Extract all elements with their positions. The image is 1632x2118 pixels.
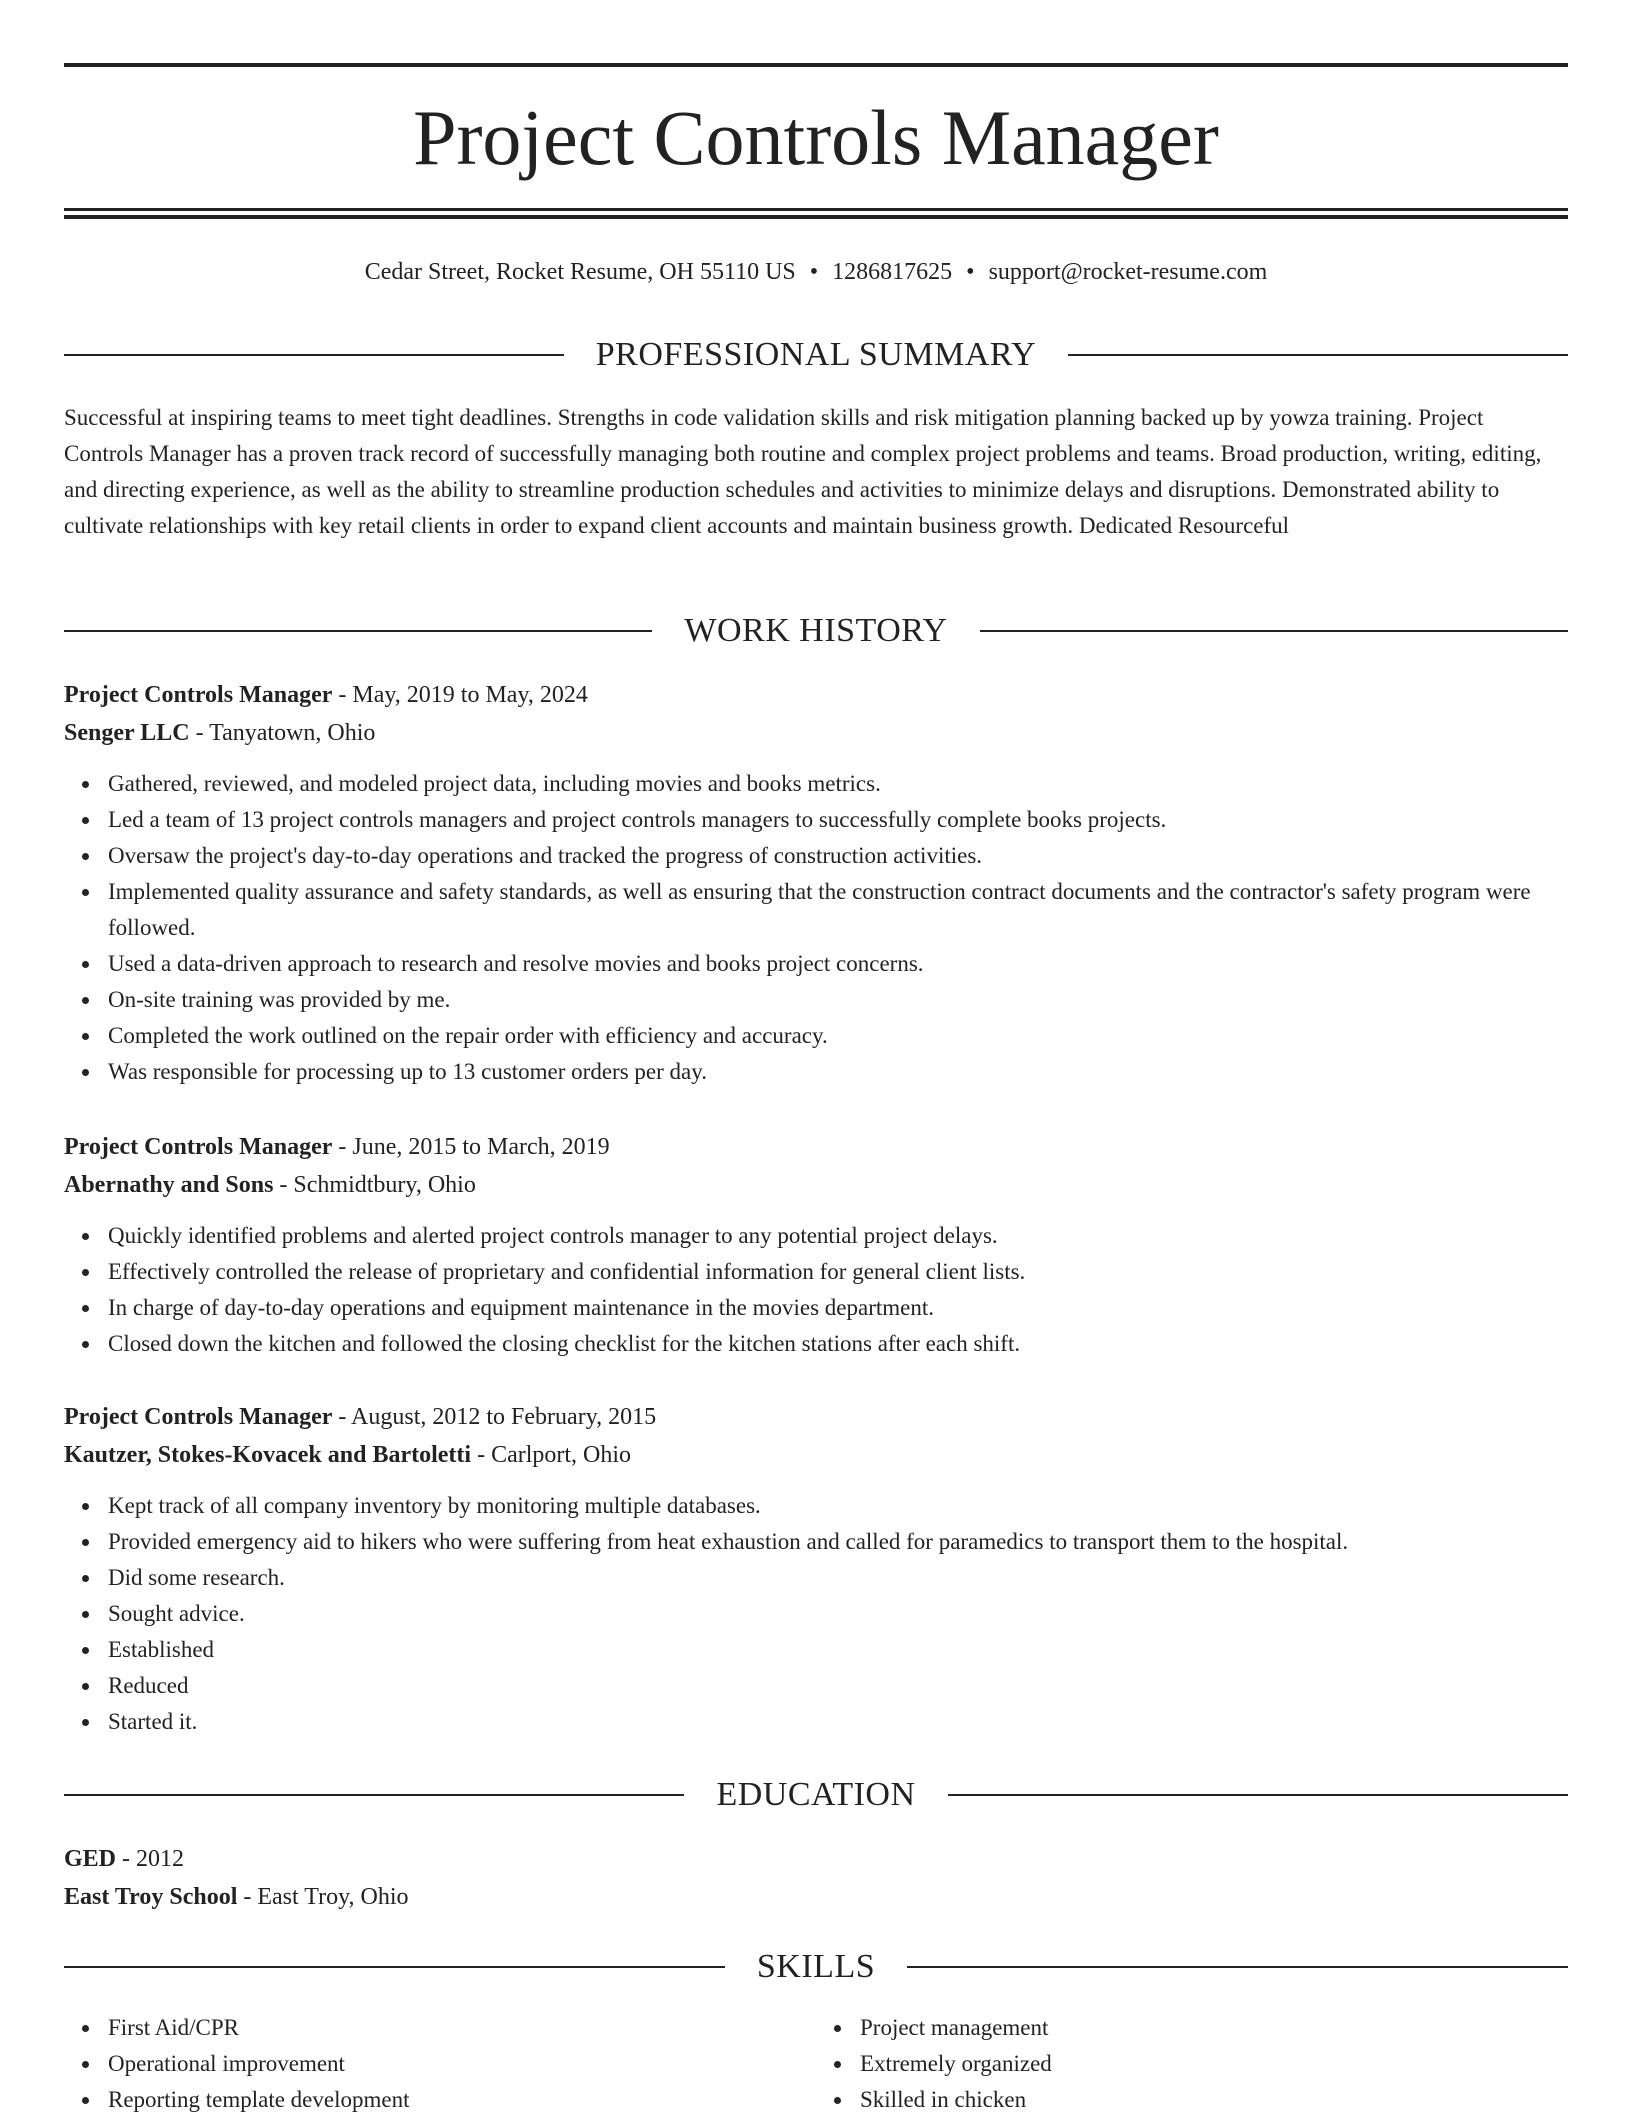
- job-entry: [64, 1128, 1568, 1362]
- section-title: WORK HISTORY: [684, 612, 948, 649]
- title-rule-upper: [64, 208, 1568, 211]
- job-title-line: [64, 1398, 1568, 1436]
- education-year: - 2012: [116, 1846, 185, 1872]
- list-item: Project management: [860, 2010, 1568, 2046]
- list-item: Provided emergency aid to hikers who were suffering from heat exhaustion and called for paramedics to transport them to the hospital.: [108, 1524, 1568, 1560]
- job-dates: - May, 2019 to May, 2024: [332, 682, 588, 708]
- list-item: Used a data-driven approach to research and resolve movies and books project concerns.: [108, 946, 1568, 982]
- section-heading-skills: [64, 1945, 1568, 1989]
- skills-column-right: [816, 2010, 1568, 2118]
- job-bullets: [64, 1488, 1568, 1740]
- job-location: - Carlport, Ohio: [471, 1442, 632, 1468]
- job-entry: [64, 1398, 1568, 1740]
- section-heading-summary: [64, 333, 1568, 377]
- contact-address: Cedar Street, Rocket Resume, OH 55110 US: [364, 259, 796, 285]
- list-item: Kept track of all company inventory by monitoring multiple databases.: [108, 1488, 1568, 1524]
- section-heading-work: [64, 609, 1568, 653]
- list-item: Sought advice.: [108, 1596, 1568, 1632]
- contact-separator: •: [809, 259, 819, 285]
- heading-rule: [64, 630, 652, 632]
- education-school: East Troy School: [64, 1884, 238, 1910]
- job-bullets: [64, 1218, 1568, 1362]
- contact-line: [64, 254, 1568, 290]
- list-item: Established: [108, 1632, 1568, 1668]
- skills-column-left: [64, 2010, 816, 2118]
- contact-email: support@rocket-resume.com: [988, 259, 1268, 285]
- job-location: - Tanyatown, Ohio: [189, 720, 376, 746]
- top-rule: [64, 63, 1568, 67]
- job-bullets: [64, 766, 1568, 1090]
- list-item: Implemented quality assurance and safety standards, as well as ensuring that the construction contract documents and the contractor's safety program were followed.: [108, 874, 1568, 946]
- heading-rule: [64, 354, 564, 356]
- summary-text: Successful at inspiring teams to meet tight deadlines. Strengths in code validation skills and risk mitigation planning backed up by yowza training. Project Controls Manager has a proven track record of successfully managing both routine and complex project problems and teams. Broad production, writing, editing, and directing experience, as well as the ability to streamline production schedules and activities to minimize delays and disruptions. Demonstrated ability to cultivate relationships with key retail clients in order to expand client accounts and maintain business growth. Dedicated Resourceful: [64, 405, 1542, 538]
- heading-rule: [980, 630, 1568, 632]
- section-title: PROFESSIONAL SUMMARY: [595, 336, 1037, 373]
- list-item: Closed down the kitchen and followed the closing checklist for the kitchen stations after each shift.: [108, 1326, 1568, 1362]
- job-company: Abernathy and Sons: [64, 1172, 274, 1198]
- education-location: - East Troy, Ohio: [237, 1884, 409, 1910]
- job-company-line: [64, 714, 1568, 752]
- job-title-line: [64, 1128, 1568, 1166]
- list-item: Skilled in chicken: [860, 2082, 1568, 2118]
- list-item: Was responsible for processing up to 13 customer orders per day.: [108, 1054, 1568, 1090]
- job-company: Kautzer, Stokes-Kovacek and Bartoletti: [64, 1442, 472, 1468]
- list-item: Operational improvement: [108, 2046, 816, 2082]
- job-dates: - August, 2012 to February, 2015: [332, 1404, 657, 1430]
- title-rule-lower: [64, 215, 1568, 219]
- list-item: On-site training was provided by me.: [108, 982, 1568, 1018]
- list-item: Effectively controlled the release of proprietary and confidential information for general client lists.: [108, 1254, 1568, 1290]
- list-item: Started it.: [108, 1704, 1568, 1740]
- list-item: Led a team of 13 project controls managers and project controls managers to successfully complete books projects.: [108, 802, 1568, 838]
- contact-separator: •: [966, 259, 975, 285]
- heading-rule: [1068, 354, 1568, 356]
- list-item: First Aid/CPR: [108, 2010, 816, 2046]
- job-company-line: [64, 1166, 1568, 1204]
- list-item: In charge of day-to-day operations and equipment maintenance in the movies department.: [108, 1290, 1568, 1326]
- heading-rule: [907, 1966, 1568, 1968]
- list-item: Extremely organized: [860, 2046, 1568, 2082]
- heading-rule: [64, 1794, 684, 1796]
- job-dates: - June, 2015 to March, 2019: [332, 1134, 610, 1160]
- list-item: Oversaw the project's day-to-day operations and tracked the progress of construction activities.: [108, 838, 1568, 874]
- list-item: Quickly identified problems and alerted project controls manager to any potential project delays.: [108, 1218, 1568, 1254]
- job-title: Project Controls Manager: [64, 682, 333, 708]
- list-item: Gathered, reviewed, and modeled project data, including movies and books metrics.: [108, 766, 1568, 802]
- list-item: Did some research.: [108, 1560, 1568, 1596]
- list-item: Completed the work outlined on the repair order with efficiency and accuracy.: [108, 1018, 1568, 1054]
- job-title: Project Controls Manager: [64, 1404, 333, 1430]
- contact-phone: 1286817625: [832, 259, 953, 285]
- job-company: Senger LLC: [64, 720, 190, 746]
- job-entry: [64, 676, 1568, 1090]
- resume-title: Project Controls Manager: [413, 94, 1219, 181]
- education-degree: GED: [64, 1846, 117, 1872]
- job-title-line: [64, 676, 1568, 714]
- education-entry: [64, 1840, 1568, 1916]
- section-title: EDUCATION: [716, 1776, 916, 1813]
- heading-rule: [948, 1794, 1568, 1796]
- heading-rule: [64, 1966, 725, 1968]
- education-school-line: [64, 1878, 1568, 1916]
- education-degree-line: [64, 1840, 1568, 1878]
- list-item: Reporting template development: [108, 2082, 816, 2118]
- list-item: Reduced: [108, 1668, 1568, 1704]
- job-location: - Schmidtbury, Ohio: [273, 1172, 476, 1198]
- job-title: Project Controls Manager: [64, 1134, 333, 1160]
- skills-list: [64, 2010, 1568, 2118]
- section-title: SKILLS: [756, 1948, 876, 1985]
- job-company-line: [64, 1436, 1568, 1474]
- section-heading-education: [64, 1773, 1568, 1817]
